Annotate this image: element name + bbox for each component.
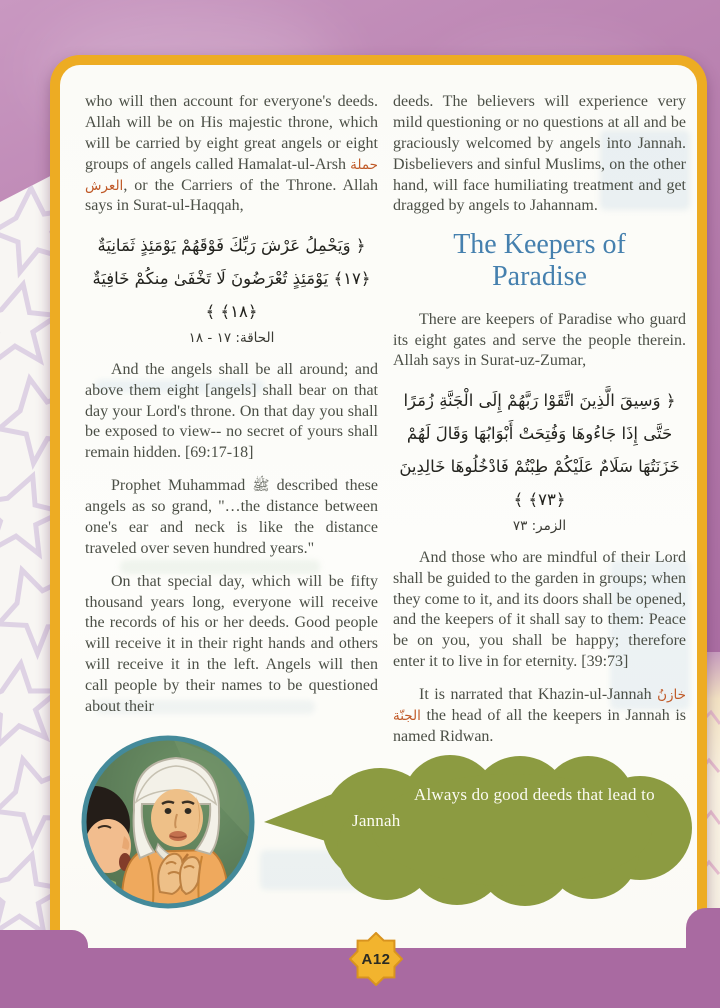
paragraph: On that special day, which will be fifty thousand years long, everyone will receive the records of his or her deeds. Good people will receive it in their right hands and others will receive it in the left. Angels will then call people by their names to be questioned about their [85, 572, 378, 715]
paragraph [393, 685, 686, 748]
verse-citation: الزمر: ٧٣ [512, 518, 567, 535]
arabic-inline-term: خازنُ الجنّة [393, 687, 686, 724]
paragraph-text: Prophet Muhammad [111, 477, 253, 495]
right-column [393, 92, 686, 748]
paragraph [85, 92, 378, 217]
pbuh-symbol: ﷺ [252, 478, 270, 495]
verse-citation: الحاقة: ١٧ - ١٨ [188, 330, 275, 347]
paragraph: There are keepers of Paradise who guard its eight gates and serve the people therein. Allah says in Surat-uz-Zumar, [393, 310, 686, 370]
paragraph: And those who are mindful of their Lord shall be guided to the garden in groups; when they come to it, and its doors shall be opened, and the keepers of it shall say to them: Peace be on you, you shall be happy; therefore enter it to live in for eternity. [39:73] [393, 548, 686, 671]
quran-verse-arabic: ﴿ وَيَحْمِلُ عَرْشَ رَبِّكَ فَوْقَهُمْ يَوْمَئِذٍ ثَمَانِيَةٌ ﴿١٧﴾ يَوْمَئِذٍ تُعْرَضُونَ لَا تَخْفَىٰ مِنكُمْ خَافِيَةٌ ﴿١٨﴾ ﴾ [92, 236, 371, 322]
paragraph: And the angels shall be all around; and above them eight [angels] shall bear on that day your Lord's throne. On that day you shall be exposed to view-- no secret of yours shall remain hidden. [69:17-18] [85, 360, 378, 462]
children-illustration [78, 732, 258, 912]
paragraph-text: who will then account for everyone's deeds. Allah will be on His majestic throne, which will be carried by eight great angels or eight groups of angels called Hamalat-ul-Arsh [85, 93, 378, 173]
left-column [85, 92, 378, 730]
paragraph: deeds. The believers will experience very mild questioning or no questions at all and be graciously welcomed by angels into Jannah. Disbelievers and sinful Muslims, on the other hand, will face humiliating treatment and get dragged by angels to Jahannam. [393, 93, 686, 215]
paragraph [85, 476, 378, 560]
bottom-notch-right [686, 908, 720, 950]
section-heading: The Keepers of Paradise [453, 229, 626, 293]
page-number-text: A12 [361, 950, 391, 968]
speech-bubble-text: Always do good deeds that lead to Jannah [352, 785, 655, 830]
paragraph-text: , or the Carriers of the Throne. Allah says in Surat-ul-Haqqah, [85, 176, 378, 215]
paragraph-text: described these angels as so grand, "…the distance between one's ear and neck is like the distance traveled over seven hundred years." [85, 477, 378, 557]
arabic-inline-term: حملة العرش [85, 156, 378, 194]
bottom-notch-left [0, 930, 88, 950]
paragraph-text: the head of all the keepers in Jannah is named Ridwan. [393, 706, 686, 745]
quran-verse-arabic: ﴿ وَسِيقَ الَّذِينَ اتَّقَوْا رَبَّهُمْ إِلَى الْجَنَّةِ زُمَرًا حَتَّى إِذَا جَاءُوهَا وَفُتِحَتْ أَبْوَابُهَا وَقَالَ لَهُمْ خَزَنَتُهَا سَلَامٌ عَلَيْكُمْ طِبْتُمْ فَادْخُلُوهَا خَالِدِينَ ﴿٧٣﴾ ﴾ [399, 391, 680, 510]
paragraph-text: It is narrated that Khazin-ul-Jannah [419, 686, 658, 704]
page-number-badge [349, 932, 403, 986]
